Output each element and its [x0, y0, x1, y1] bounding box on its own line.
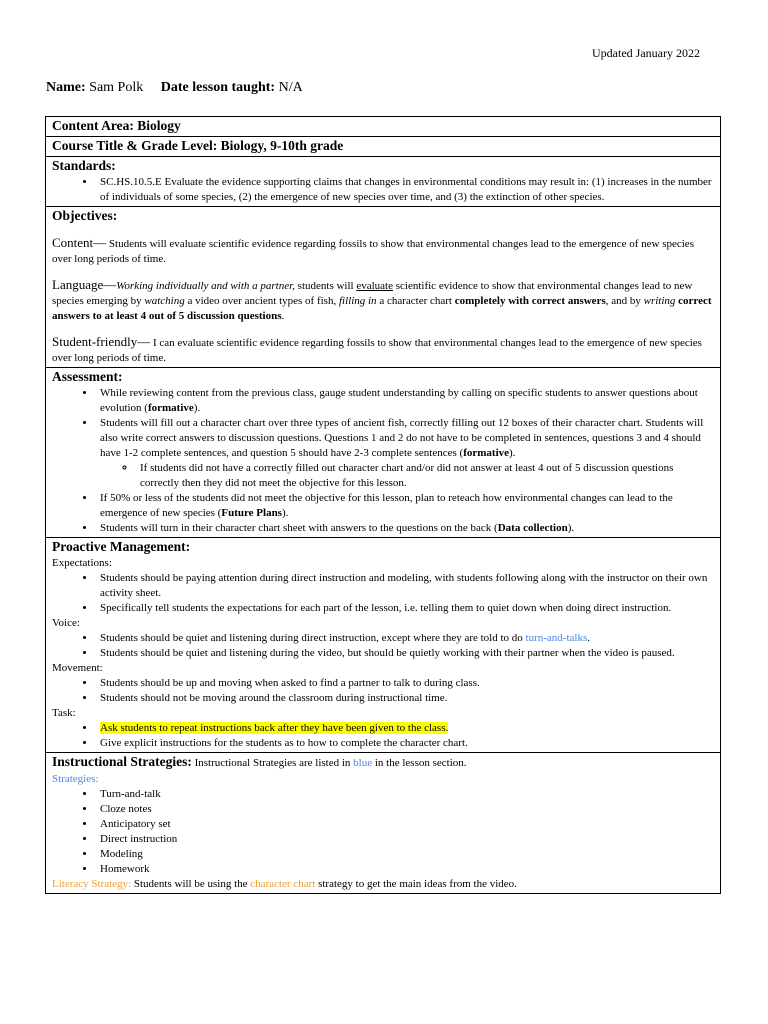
standards-list — [52, 175, 714, 205]
assessment-item: • If 50% or less of the students did not meet the objective for this lesson, plan to reteach how environmental changes can lead to the emergence of new species (Future Plans). — [96, 491, 714, 521]
assessment-section — [46, 368, 720, 538]
assessment-item: • Students will turn in their character chart sheet with answers to the questions on the back (Data collection). — [96, 521, 714, 536]
lang-part: a character chart — [376, 295, 455, 307]
strategy-item: • Cloze notes — [96, 802, 714, 817]
date-label: Date lesson taught: — [160, 80, 276, 95]
date-value: N/A — [278, 80, 303, 95]
assessment-sublist — [100, 461, 714, 491]
strategies-label: Strategies: — [52, 773, 99, 785]
strategy-item: • Modeling — [96, 847, 714, 862]
language-objective-label: Language— — [52, 277, 117, 292]
lang-part: , and by — [605, 295, 644, 307]
management-heading: Proactive Management: — [52, 539, 191, 554]
assessment-subitem: ◦ If students did not have a correctly filled out character chart and/or did not answer at least 4 out of 5 discussion questions correctly then they did not meet the objective for this lesson. — [136, 461, 714, 491]
content-area: Content Area: Biology — [52, 118, 181, 133]
lesson-plan-table — [45, 116, 721, 894]
lang-part: filling in — [338, 295, 377, 307]
lang-part: scientific evidence to show that environmental changes lead to new species emerging by — [52, 280, 693, 307]
lang-part: a video over ancient types of fish, — [184, 295, 339, 307]
lang-part: completely with correct answers — [454, 295, 606, 307]
lang-part: correct answers to at least 4 out of 5 discussion questions — [52, 295, 712, 322]
movement-list — [52, 676, 714, 706]
standards-section — [46, 157, 720, 207]
course-title: Course Title & Grade Level: Biology, 9-10th grade — [52, 138, 344, 153]
task-item — [96, 721, 714, 736]
expectations-label: Expectations: — [52, 557, 112, 569]
objectives-section — [46, 207, 720, 368]
strategies-section — [46, 753, 720, 893]
voice-label: Voice: — [52, 617, 80, 629]
strategies-list — [52, 787, 714, 877]
task-list — [52, 721, 714, 751]
content-objective — [52, 235, 714, 267]
standards-heading: Standards: — [52, 158, 116, 173]
movement-item: • Students should be up and moving when asked to find a partner to talk to during class. — [96, 676, 714, 691]
assessment-item: • Students will fill out a character chart over three types of ancient fish, correctly filling out 12 boxes of their character chart. Students will also write correct answers to discussion questions. Questions 1 and 2 do not have to be completed in sentences, questions 3 and 4 should have 1-2 complete sentences, and question 5 should have 2-3 complete sentences (formative). ◦ If students did not have a correctly filled out character chart and/or did not answer at least 4 out of 5 discussion questions correctly then they did not meet the objective for this lesson. — [96, 416, 714, 491]
assessment-heading: Assessment: — [52, 369, 123, 384]
expectations-list — [52, 571, 714, 616]
management-section — [46, 538, 720, 753]
voice-item: • Students should be quiet and listening during direct instruction, except where they are told to do turn-and-talks. — [96, 631, 714, 646]
language-objective — [52, 277, 714, 324]
movement-label: Movement: — [52, 662, 103, 674]
course-title-row — [46, 137, 720, 157]
strategy-item: • Turn-and-talk — [96, 787, 714, 802]
expectation-item: • Specifically tell students the expectations for each part of the lesson, i.e. telling them to quiet down when doing direct instruction. — [96, 601, 714, 616]
strategy-item: • Anticipatory set — [96, 817, 714, 832]
strategy-item: • Direct instruction — [96, 832, 714, 847]
standard-item: • SC.HS.10.5.E Evaluate the evidence supporting claims that changes in environmental conditions may result in: (1) increases in the number of individuals of some species, (2) the emergence of new species over time, and (3) the extinction of other species. — [96, 175, 714, 205]
updated-date: Updated January 2022 — [592, 46, 700, 60]
voice-list — [52, 631, 714, 661]
strategy-item: • Homework — [96, 862, 714, 877]
task-label: Task: — [52, 707, 76, 719]
name-label: Name: — [46, 80, 86, 95]
lang-part: evaluate — [356, 280, 393, 292]
content-objective-text: Students will evaluate scientific evidence regarding fossils to show that environmental changes lead to the emergence of new species over long periods of time. — [52, 238, 694, 265]
strategies-heading: Instructional Strategies: — [52, 754, 192, 769]
content-objective-label: Content— — [52, 235, 107, 250]
strategies-heading-line: Instructional Strategies: Instructional Strategies are listed in blue in the lesson section. — [52, 754, 467, 769]
literacy-label: Literacy Strategy: — [52, 878, 132, 890]
lang-part: . — [281, 310, 285, 322]
student-friendly-objective — [52, 334, 714, 366]
voice-item: • Students should be quiet and listening during the video, but should be quietly working with their partner when the video is paused. — [96, 646, 714, 661]
movement-item: • Students should not be moving around the classroom during instructional time. — [96, 691, 714, 706]
expectation-item: • Students should be paying attention during direct instruction and modeling, with students following along with the instructor on their own activity sheet. — [96, 571, 714, 601]
lang-part: Working individually and with a partner, — [116, 280, 295, 292]
student-friendly-text: I can evaluate scientific evidence regarding fossils to show that environmental changes lead to the emergence of new species over long periods of time. — [52, 337, 702, 364]
highlighted-task: Ask students to repeat instructions back after they have been given to the class. — [100, 722, 449, 734]
student-friendly-label: Student-friendly— — [52, 334, 151, 349]
objectives-heading: Objectives: — [52, 208, 118, 223]
assessment-item: • While reviewing content from the previous class, gauge student understanding by calling on specific students to answer questions about evolution (formative). — [96, 386, 714, 416]
lang-part: students will — [294, 280, 357, 292]
task-item: • Give explicit instructions for the students as to how to complete the character chart. — [96, 736, 714, 751]
content-area-row — [46, 117, 720, 137]
name-value: Sam Polk — [89, 80, 144, 95]
lang-part: writing — [643, 295, 676, 307]
name-line — [46, 80, 303, 96]
lang-part: watching — [144, 295, 185, 307]
assessment-list — [52, 386, 714, 536]
literacy-strategy: Literacy Strategy: Students will be using the character chart strategy to get the main ideas from the video. — [52, 878, 517, 890]
